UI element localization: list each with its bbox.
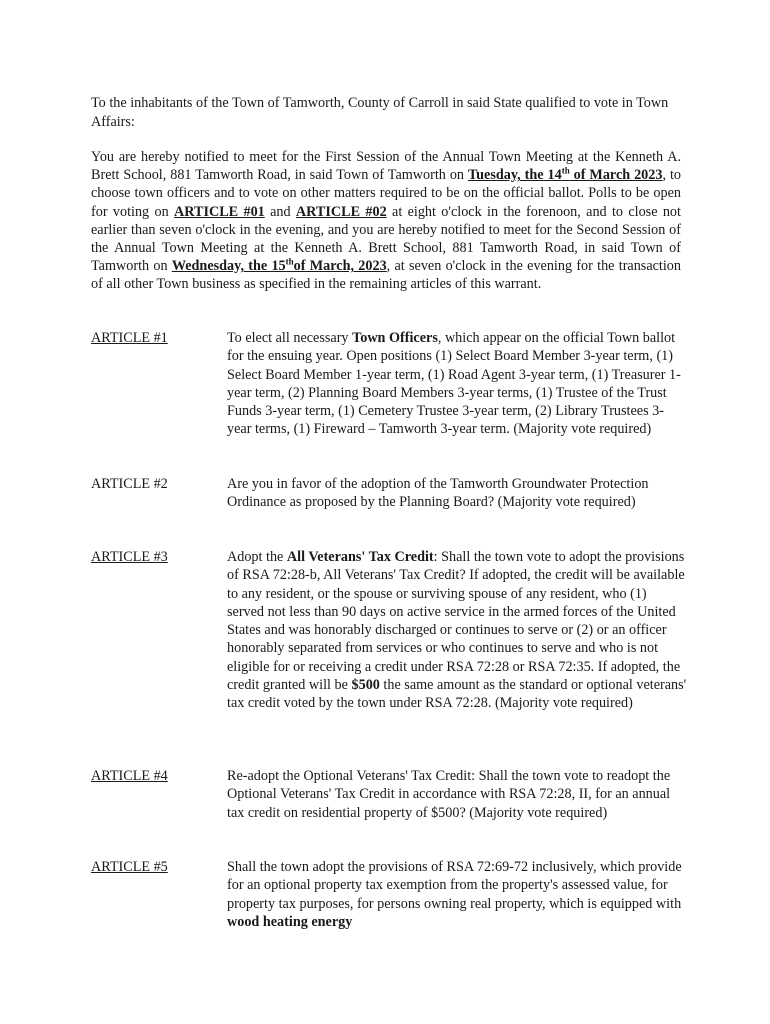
notice-text-2: , to choose town officers and to vote on other matters required to be on the official ballot. Polls to be open for voting on [91,167,681,220]
first-session-date: Tuesday, the 14th of March 2023 [467,165,663,184]
article-02-ref: ARTICLE #02 [295,203,387,220]
notice-text-3: at eight o'clock in the forenoon, and to close not earlier than seven o'clock in the evening, and you are hereby notified to meet for the Second Session of the Annual Town Meeting at the Kenneth A. Brett School, 881 Tamworth Road, in said Town of Tamworth on [91,203,681,275]
notice-paragraph: You are hereby notified to meet for the First Session of the Annual Town Meeting at the Kenneth A. Brett School, 881 Tamworth Road, in said Town of Tamworth on Tuesday, the 14th of March 2023, to choose town officers and to vote on other matters required to be on the official ballot. Polls to be open for voting on ARTICLE #01 and ARTICLE #02 at eight o'clock in the forenoon, and to close not earlier than seven o'clock in the evening, and you are hereby notified to meet for the Second Session of the Annual Town Meeting at the Kenneth A. Brett School, 881 Tamworth Road, in said Town of Tamworth on Wednesday, the 15thof March, 2023, at seven o'clock in the evening for the transaction of all other Town business as specified in the remaining articles of this warrant. [91,149,681,293]
article-3-text: Adopt the All Veterans' Tax Credit: Shall the town vote to adopt the provisions of RSA 72:28-b, All Veterans' Tax Credit? If adopted, the credit will be available to any resident, or the spouse or surviving spouse of any resident, who (1) served not less than 90 days on active service in the armed forces of the United States and was honorably discharged or continues to serve or (2) or an officer honorably separated from services or who continues to serve and who is not eligible for or receiving a credit under RSA 72:28 or RSA 72:35. If adopted, the credit granted will be $500 the same amount as the standard or optional veterans' tax credit voted by the town under RSA 72:28. (Majority vote required) [227,549,687,712]
article-4-label: ARTICLE #4 [91,768,168,784]
article-2-text: Are you in favor of the adoption of the Tamworth Groundwater Protection Ordinance as proposed by the Planning Board? (Majority vote required) [227,476,649,511]
notice-text-1: You are hereby notified to meet for the First Session of the Annual Town Meeting at the Kenneth A. Brett School, 881 Tamworth Road, in said Town of Tamworth on [91,149,681,184]
intro-paragraph: To the inhabitants of the Town of Tamworth, County of Carroll in said State qualified to vote in Town Affairs: [91,95,669,130]
article-4-text: Re-adopt the Optional Veterans' Tax Credit: Shall the town vote to readopt the Optional Veterans' Tax Credit in accordance with RSA 72:28, II, for an annual tax credit on residential property of $500? (Majority vote required) [227,768,671,821]
article-1-text: To elect all necessary Town Officers, which appear on the official Town ballot for the ensuing year. Open positions (1) Select Board Member 3-year term, (1) Select Board Member 1-year term, (1) Road Agent 3-year term, (1) Treasurer 1-year term, (2) Planning Board Members 3-year terms, (1) Trustee of the Trust Funds 3-year term, (1) Cemetery Trustee 3-year term, (2) Library Trustees 3-year terms, (1) Fireward – Tamworth 3-year term. (Majority vote required) [227,330,681,438]
second-session-date: Wednesday, the 15thof March, 2023 [171,256,387,275]
article-5-label: ARTICLE #5 [91,859,168,875]
article-2-label: ARTICLE #2 [91,476,168,492]
article-01-ref: ARTICLE #01 [174,203,265,220]
article-1-label: ARTICLE #1 [91,330,168,346]
article-3-label: ARTICLE #3 [91,549,168,565]
notice-text-4: , at seven o'clock in the evening for the transaction of all other Town business as specified in the remaining articles of this warrant. [91,258,681,293]
article-5-text: Shall the town adopt the provisions of RSA 72:69-72 inclusively, which provide for an optional property tax exemption from the property's assessed value, for property tax purposes, for persons owning real property, which is equipped with wood heating energy [227,859,682,930]
